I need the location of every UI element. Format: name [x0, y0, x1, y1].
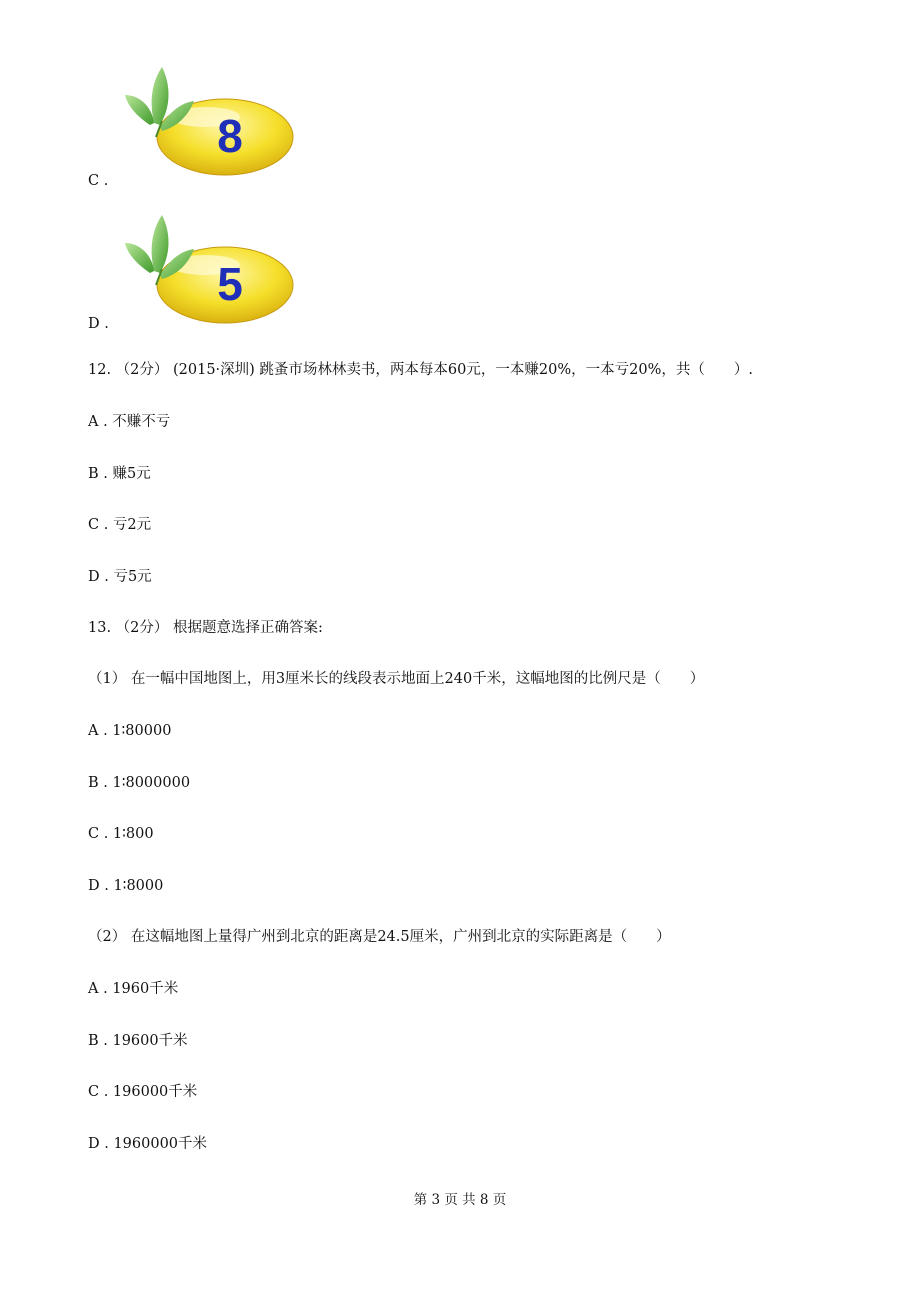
q13-sub2-option-a: A . 1960千米 [88, 981, 179, 997]
q13-sub2-stem: （2） 在这幅地图上量得广州到北京的距离是24.5厘米，广州到北京的实际距离是（ ） [88, 929, 671, 945]
lemon-number-image [120, 213, 295, 328]
q12-option-d: D . 亏5元 [88, 569, 152, 585]
lemon-number: 5 [217, 258, 243, 310]
lemon-number-image [120, 65, 295, 180]
q13-sub1-option-b: B . 1∶8000000 [88, 775, 191, 791]
page-footer: 第 3 页 共 8 页 [413, 1192, 507, 1208]
q13-sub2-option-b: B . 19600千米 [88, 1033, 188, 1049]
q13-sub2-option-c: C . 196000千米 [88, 1084, 198, 1100]
q13-sub1-option-d: D . 1∶8000 [88, 878, 164, 894]
q12-option-a: A . 不赚不亏 [88, 414, 171, 430]
question-12-stem: 12. （2分） (2015·深圳) 跳蚤市场林林卖书，两本每本60元，一本赚20%，一本亏20%，共（ ）. [88, 362, 753, 378]
lemon-number: 8 [217, 110, 243, 162]
q12-option-c: C . 亏2元 [88, 517, 152, 533]
q12-option-b: B . 赚5元 [88, 466, 151, 482]
option-d-label: D . [88, 316, 109, 332]
option-c-label: C . [88, 173, 109, 189]
q13-sub2-option-d: D . 1960000千米 [88, 1136, 208, 1152]
q13-sub1-option-a: A . 1∶80000 [88, 723, 172, 739]
q13-sub1-option-c: C . 1∶800 [88, 826, 154, 842]
q13-sub1-stem: （1） 在一幅中国地图上，用3厘米长的线段表示地面上240千米，这幅地图的比例尺是（ ） [88, 671, 705, 687]
question-13-stem: 13. （2分） 根据题意选择正确答案: [88, 620, 323, 636]
